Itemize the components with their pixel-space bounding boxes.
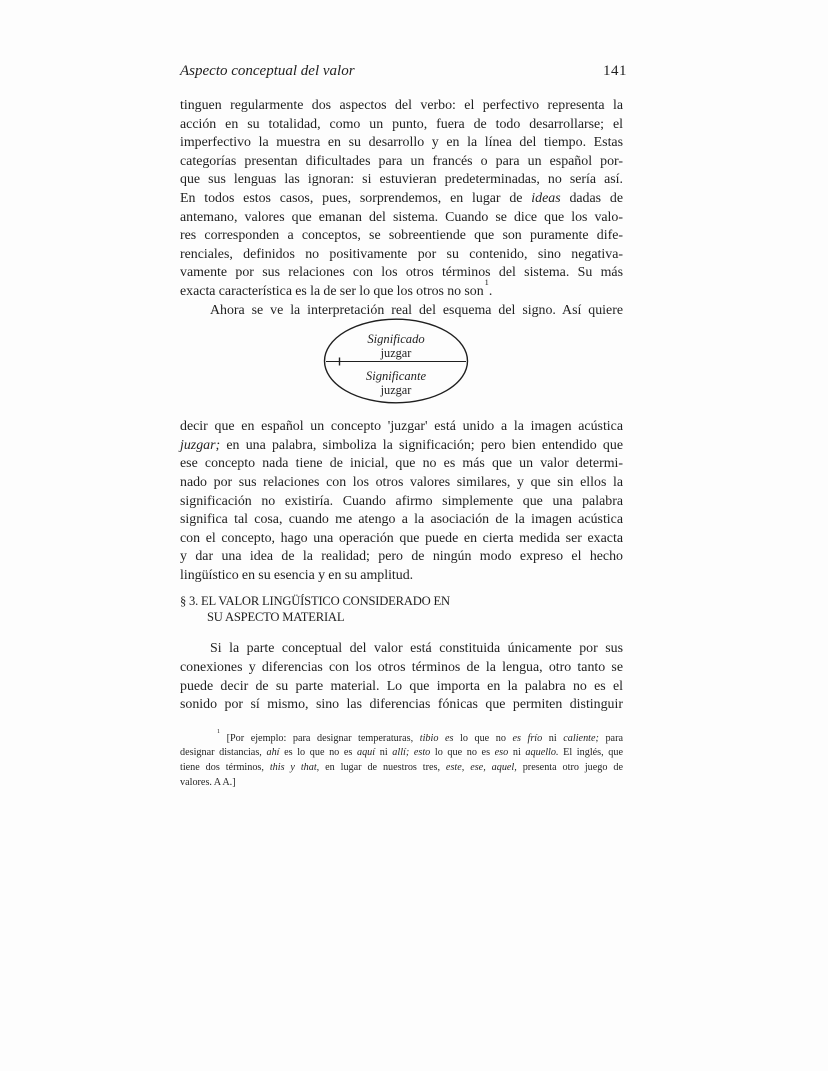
footnote-reference: 1 [217, 729, 221, 736]
text-line [180, 209, 623, 228]
text-line [180, 246, 623, 265]
text-segment: [Por ejemplo: para designar temperaturas, [220, 732, 420, 744]
paragraph-verb-aspects [180, 97, 623, 302]
section-heading-line1: § 3. EL VALOR LINGÜÍSTICO CONSIDERADO EN [180, 594, 450, 609]
text-segment: res corresponden a conceptos, se sobreentiende que son puramente dife- [180, 228, 623, 244]
footnote-reference: 1 [484, 277, 489, 287]
section-heading-line2: SU ASPECTO MATERIAL [207, 610, 345, 625]
italic-text: este, ese, aquel, [445, 762, 517, 774]
text-segment: exacta característica es la de ser lo que los otros no son [180, 283, 484, 299]
text-line [180, 474, 623, 493]
paragraph-parte-material [180, 640, 623, 714]
text-segment: ese concepto nada tiene de inicial, que no es más que un valor determi- [180, 456, 623, 472]
italic-text: allí; esto [392, 747, 431, 759]
text-line [180, 116, 623, 135]
italic-text: aquí [356, 747, 376, 759]
text-line [180, 97, 623, 116]
text-line [180, 418, 623, 437]
text-segment: para [598, 732, 623, 744]
italic-text: es frío [512, 732, 543, 744]
text-column [180, 97, 623, 790]
text-segment: conexiones y diferencias con los otros términos de la lengua, otro tanto se [180, 660, 623, 676]
text-line [180, 277, 623, 302]
sign-diagram-svg [323, 318, 469, 404]
text-segment: ni [542, 732, 564, 744]
text-segment: significa tal cosa, cuando me atengo a la asociación de la imagen acústica [180, 512, 623, 528]
signifier-label: Significante [365, 369, 427, 384]
text-segment: Si la parte conceptual del valor está constituida únicamente por sus [210, 641, 623, 657]
italic-text: tibio es [419, 732, 454, 744]
text-segment: nado por sus relaciones con los otros valores similares, y que sin ellos la [180, 474, 623, 490]
text-line [180, 437, 623, 456]
italic-text: juzgar; [180, 437, 221, 453]
footnote [180, 729, 623, 790]
text-segment: en lugar de nuestros tres, [319, 762, 446, 774]
section-heading [180, 593, 623, 625]
text-segment: que sus lenguas las ignoran: si estuvieran predeterminadas, no sería así. [180, 172, 623, 188]
italic-text: eso [494, 747, 509, 759]
signified-label: Significado [367, 332, 425, 347]
running-header-title: Aspecto conceptual del valor [180, 63, 355, 79]
text-line [180, 455, 623, 474]
text-segment: Ahora se ve la interpretación real del esquema del signo. Así quiere [210, 302, 623, 318]
text-line [180, 729, 623, 747]
text-line [180, 511, 623, 530]
text-line [180, 493, 623, 512]
page-header [180, 62, 627, 81]
text-line [180, 530, 623, 549]
text-segment: lingüístico en su esencia y en su amplitud. [180, 567, 414, 583]
text-segment: puede decir de su parte material. Lo que importa en la palabra no es el [180, 678, 623, 694]
text-segment: ni [508, 747, 526, 759]
paragraph-decir-que [180, 418, 623, 585]
text-segment: valores. A A.] [180, 776, 236, 788]
text-line [180, 761, 623, 776]
text-segment: tinguen regularmente dos aspectos del verbo: el perfectivo representa la [180, 98, 623, 113]
italic-text: this y that, [269, 762, 320, 774]
text-line [180, 264, 623, 283]
text-segment: con el concepto, hago una operación que puede en cierta medida ser exacta [180, 530, 623, 546]
text-segment: vamente por sus relaciones con los otros términos del sistema. Su más [180, 265, 623, 281]
text-line [180, 640, 623, 659]
italic-text: caliente; [563, 732, 599, 744]
text-line [180, 567, 623, 586]
sign-diagram [323, 318, 469, 404]
signifier-word: juzgar [380, 383, 412, 398]
text-segment: sonido por sí mismo, sino las diferencias fónicas que permiten distinguir [180, 697, 623, 713]
text-segment: lo que no es [430, 747, 495, 759]
text-segment: renciales, definidos no positivamente por su contenido, sino negativa- [180, 246, 623, 262]
text-segment: en una palabra, simboliza la significación; pero bien entendido que [220, 437, 623, 453]
italic-text: aquello. [525, 747, 559, 759]
text-line [180, 171, 623, 190]
text-line [180, 134, 623, 153]
text-segment: decir que en español un concepto 'juzgar' está unido a la imagen acústica [180, 419, 623, 435]
text-line [180, 659, 623, 678]
italic-text: ahí [266, 747, 280, 759]
text-line [180, 746, 623, 761]
page-number: 141 [603, 63, 627, 79]
text-segment: antemano, valores que emanan del sistema. Cuando se dice que los valo- [180, 209, 623, 225]
text-segment: designar distancias, [180, 747, 267, 759]
italic-text: ideas [531, 190, 561, 206]
text-line [180, 776, 623, 791]
text-segment: ni [375, 747, 393, 759]
text-line [180, 548, 623, 567]
text-segment: y dar una idea de la realidad; pero de ningún modo expreso el hecho [180, 549, 623, 565]
text-line [180, 696, 623, 715]
text-line [180, 190, 623, 209]
text-segment: En todos estos casos, pues, sorprendemos, en lugar de [180, 190, 532, 206]
text-segment: tiene dos términos, [180, 762, 270, 774]
signified-word: juzgar [380, 346, 412, 361]
text-line [180, 153, 623, 172]
text-segment: presenta otro juego de [516, 762, 623, 774]
text-segment: acción en su totalidad, como un punto, fuera de todo desarrollarse; el [180, 116, 623, 132]
text-segment: El inglés, que [558, 747, 623, 759]
text-line [180, 227, 623, 246]
text-line [180, 678, 623, 697]
text-segment: es lo que no es [279, 747, 357, 759]
text-segment: significación no existiría. Cuando afirmo simplemente que una palabra [180, 493, 623, 509]
text-segment: lo que no [453, 732, 513, 744]
text-segment: categorías presentan dificultades para un francés o para un español por- [180, 153, 623, 169]
text-segment: dadas de [560, 190, 623, 206]
text-segment: . [488, 283, 493, 299]
text-segment: imperfectivo la muestra en su desarrollo y en la línea del tiempo. Estas [180, 135, 623, 151]
